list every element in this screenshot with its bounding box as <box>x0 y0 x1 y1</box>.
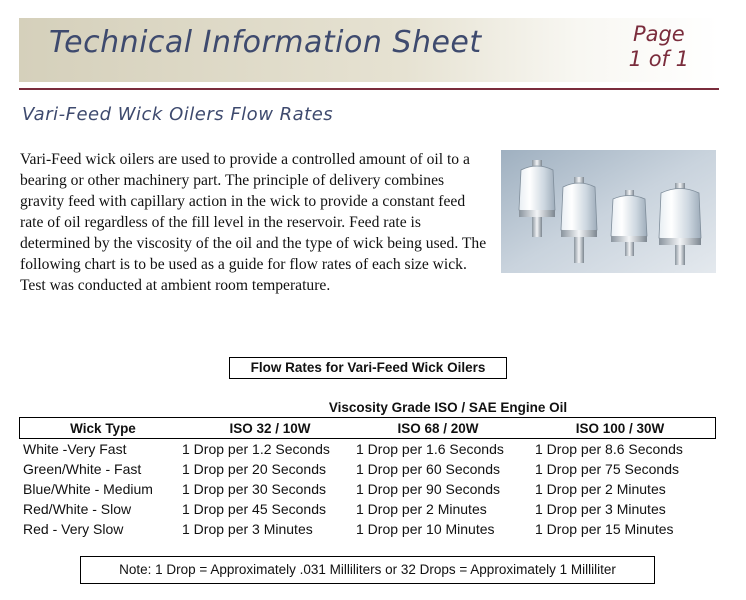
rate-cell: 1 Drop per 60 Seconds <box>356 461 500 477</box>
wick-type-cell: White -Very Fast <box>23 441 127 457</box>
table-row <box>19 441 716 461</box>
header-banner <box>19 18 719 82</box>
rate-cell: 1 Drop per 10 Minutes <box>356 521 495 537</box>
rate-cell: 1 Drop per 1.2 Seconds <box>182 441 330 457</box>
rate-cell: 1 Drop per 3 Minutes <box>535 501 666 517</box>
rate-cell: 1 Drop per 30 Seconds <box>182 481 326 497</box>
page-label: Page <box>632 22 685 46</box>
column-header-iso-68: ISO 68 / 20W <box>397 421 479 436</box>
table-title: Flow Rates for Vari-Feed Wick Oilers <box>229 357 507 379</box>
intro-paragraph: Vari-Feed wick oilers are used to provide a controlled amount of oil to a bearing or other machinery part. The principle of delivery combines gravity feed with capillary action in the wick to provide a constant feed rate of oil regardless of the fill level in the reservoir. Feed rate is determined by the viscosity of the oil and the type of wick being used. The following chart is to be used as a guide for flow rates of each size wick. Test was conducted at ambient room temperature. <box>20 151 487 294</box>
wick-type-cell: Red - Very Slow <box>23 521 124 537</box>
section-title: Vari-Feed Wick Oilers Flow Rates <box>22 104 334 125</box>
wick-type-cell: Green/White - Fast <box>23 461 142 477</box>
rate-cell: 1 Drop per 2 Minutes <box>356 501 487 517</box>
rate-cell: 1 Drop per 1.6 Seconds <box>356 441 504 457</box>
page-title: Technical Information Sheet <box>49 25 482 60</box>
table-header-row <box>19 417 716 439</box>
table-row <box>19 501 716 521</box>
column-header-iso-32: ISO 32 / 10W <box>229 421 311 436</box>
viscosity-group-header: Viscosity Grade ISO / SAE Engine Oil <box>328 400 568 415</box>
rate-cell: 1 Drop per 8.6 Seconds <box>535 441 683 457</box>
rate-cell: 1 Drop per 3 Minutes <box>182 521 313 537</box>
wick-type-cell: Red/White - Slow <box>23 501 132 517</box>
table-row <box>19 481 716 501</box>
header-divider <box>19 88 719 90</box>
rate-cell: 1 Drop per 20 Seconds <box>182 461 326 477</box>
column-header-wick-type: Wick Type <box>70 421 136 436</box>
rate-cell: 1 Drop per 15 Minutes <box>535 521 674 537</box>
conversion-note: Note: 1 Drop = Approximately .031 Milliliters or 32 Drops = Approximately 1 Milliliter <box>80 556 655 584</box>
table-row <box>19 521 716 541</box>
wick-oilers-photo <box>501 150 716 273</box>
rate-cell: 1 Drop per 90 Seconds <box>356 481 500 497</box>
wick-type-cell: Blue/White - Medium <box>23 481 153 497</box>
page-number <box>629 22 689 72</box>
rate-cell: 1 Drop per 75 Seconds <box>535 461 679 477</box>
page-count: 1 of 1 <box>628 47 689 71</box>
column-header-iso-100: ISO 100 / 30W <box>575 421 665 436</box>
rate-cell: 1 Drop per 2 Minutes <box>535 481 666 497</box>
rate-cell: 1 Drop per 45 Seconds <box>182 501 326 517</box>
table-row <box>19 461 716 481</box>
